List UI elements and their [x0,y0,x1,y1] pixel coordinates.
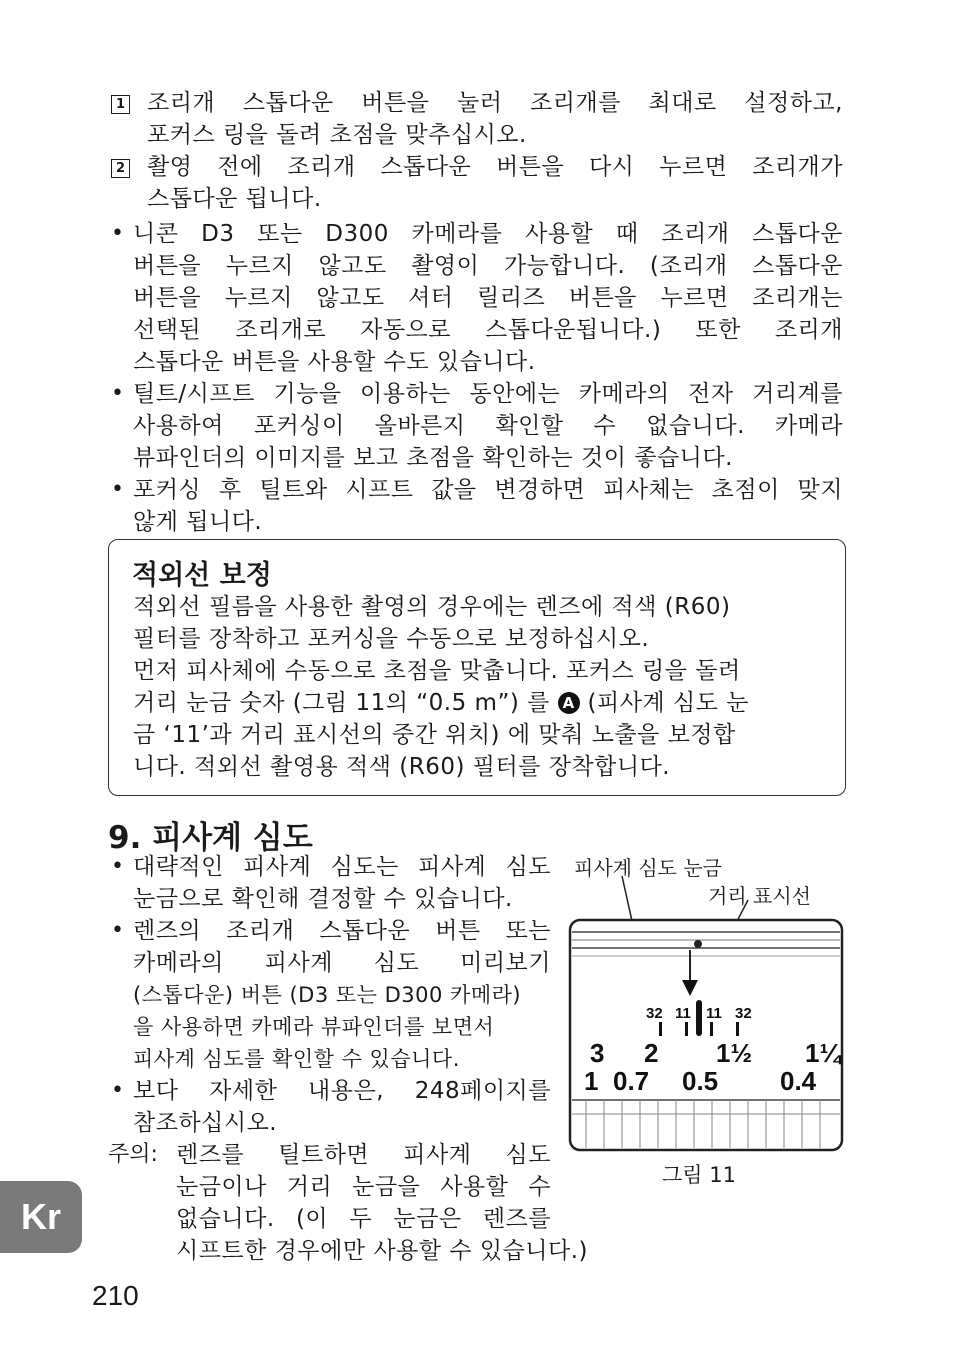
step-2-box: 2 [111,159,130,178]
bullet-dot: • [111,918,124,943]
bullet-1-line-1: 니콘 D3 또는 D300 카메라를 사용할 때 조리개 스톱다운 [133,221,843,247]
m-0-5: 0.5 [682,1066,719,1096]
bullet-3-line-1: 포커싱 후 틸트와 시프트 값을 변경하면 피사체는 초점이 맞지 [133,477,843,503]
lens-scale-diagram [560,870,850,1160]
bullet-1-line-3: 버튼을 누르지 않고도 셔터 릴리즈 버튼을 누르면 조리개는 [133,285,843,311]
m-1: 1 [584,1066,599,1096]
s9-bullet-2-line-5: 피사계 심도를 확인할 수 있습니다. [133,1047,460,1071]
page-number: 210 [92,1280,139,1311]
bullet-2-line-2: 사용하여 포커싱이 올바른지 확인할 수 없습니다. 카메라 [133,413,843,439]
s9-bullet-3-line-2: 참조하십시오. [133,1110,278,1136]
step-2-line-2: 스톱다운 됩니다. [147,186,322,212]
note-line-6: 니다. 적외선 촬영용 적색 (R60) 필터를 장착합니다. [133,754,671,780]
step-2-line-1: 촬영 전에 조리개 스톱다운 버튼을 다시 누르면 조리개가 [147,154,843,180]
caution-line-3: 없습니다. (이 두 눈금은 렌즈를 [176,1206,551,1232]
bullet-1-line-5: 스톱다운 버튼을 사용할 수도 있습니다. [133,349,536,375]
bullet-1-line-2: 버튼을 누르지 않고도 촬영이 가능합니다. (조리개 스톱다운 [133,253,843,279]
ft-2: 2 [644,1038,659,1068]
bullet-2-line-3: 뷰파인더의 이미지를 보고 초점을 확인하는 것이 좋습니다. [133,445,733,471]
dof-mark-32-right: 32 [735,1005,752,1022]
dof-mark-32-left: 32 [646,1005,663,1022]
caution-line-2: 눈금이나 거리 눈금을 사용할 수 [176,1174,551,1200]
caution-line-4: 시프트한 경우에만 사용할 수 있습니다.) [176,1238,589,1264]
bullet-dot: • [111,477,124,502]
note-title: 적외선 보정 [132,560,272,591]
bullet-3-line-2: 않게 됩니다. [133,509,263,535]
s9-bullet-3-line-1: 보다 자세한 내용은, 248페이지를 [133,1078,551,1104]
dof-mark-11-right: 11 [706,1005,722,1022]
bullet-dot: • [111,854,124,879]
index-dot [694,940,702,948]
figure-label-distance-index: 거리 표시선 [708,884,811,908]
note-line-3: 먼저 피사체에 수동으로 초점을 맞춥니다. 포커스 링을 돌려 [133,658,741,684]
bullet-dot: • [111,221,124,246]
s9-bullet-2-line-3: (스톱다운) 버튼 (D3 또는 D300 카메라) [133,983,522,1007]
marker-a-icon: A [558,692,580,714]
figure-label-dof-scale: 피사계 심도 눈금 [574,856,722,880]
lens-barrel [570,920,842,1150]
s9-bullet-2-line-1: 렌즈의 조리개 스톱다운 버튼 또는 [133,918,551,944]
note-line-1: 적외선 필름을 사용한 촬영의 경우에는 렌즈에 적색 (R60) [133,594,731,620]
m-0-4: 0.4 [780,1066,817,1096]
s9-bullet-1-line-1: 대략적인 피사계 심도는 피사계 심도 [133,854,551,880]
s9-bullet-2-line-2: 카메라의 피사계 심도 미리보기 [133,950,551,976]
note-line-2: 필터를 장착하고 포커싱을 수동으로 보정하십시오. [133,626,650,652]
step-1-box: 1 [111,95,130,114]
step-1-line-1: 조리개 스톱다운 버튼을 눌러 조리개를 최대로 설정하고, [147,90,843,116]
section-heading: 9. 피사계 심도 [108,820,313,856]
ft-3: 3 [590,1038,605,1068]
s9-bullet-2-line-4: 을 사용하면 카메라 뷰파인더를 보면서 [133,1015,495,1039]
caution-line-1: 렌즈를 틸트하면 피사계 심도 [176,1142,551,1168]
step-1-line-2: 포커스 링을 돌려 초점을 맞추십시오. [147,122,527,148]
figure-caption: 그림 11 [662,1163,736,1187]
note-line-5: 금 ‘11’과 거리 표시선의 중간 위치) 에 맞춰 노출을 보정합 [133,722,736,748]
bullet-1-line-4: 선택된 조리개로 자동으로 스톱다운됩니다.) 또한 조리개 [133,317,843,343]
bullet-2-line-1: 틸트/시프트 기능을 이용하는 동안에는 카메라의 전자 거리계를 [133,381,843,407]
m-0-7: 0.7 [613,1066,650,1096]
dof-mark-11-left: 11 [675,1005,691,1022]
note-line-4-tail: (피사계 심도 눈 [587,690,749,716]
caution-label: 주의: [108,1142,158,1167]
bullet-dot: • [111,381,124,406]
ft-1-5: 1½ [716,1038,753,1068]
ft-1-25: 1¼ [805,1038,842,1068]
note-line-4 [133,687,749,719]
s9-bullet-1-line-2: 눈금으로 확인해 결정할 수 있습니다. [133,886,513,912]
bullet-dot: • [111,1078,124,1103]
language-tab: Kr [0,1181,82,1253]
note-line-4-text: 거리 눈금 숫자 (그림 11의 “0.5 m”) 를 [133,690,550,716]
